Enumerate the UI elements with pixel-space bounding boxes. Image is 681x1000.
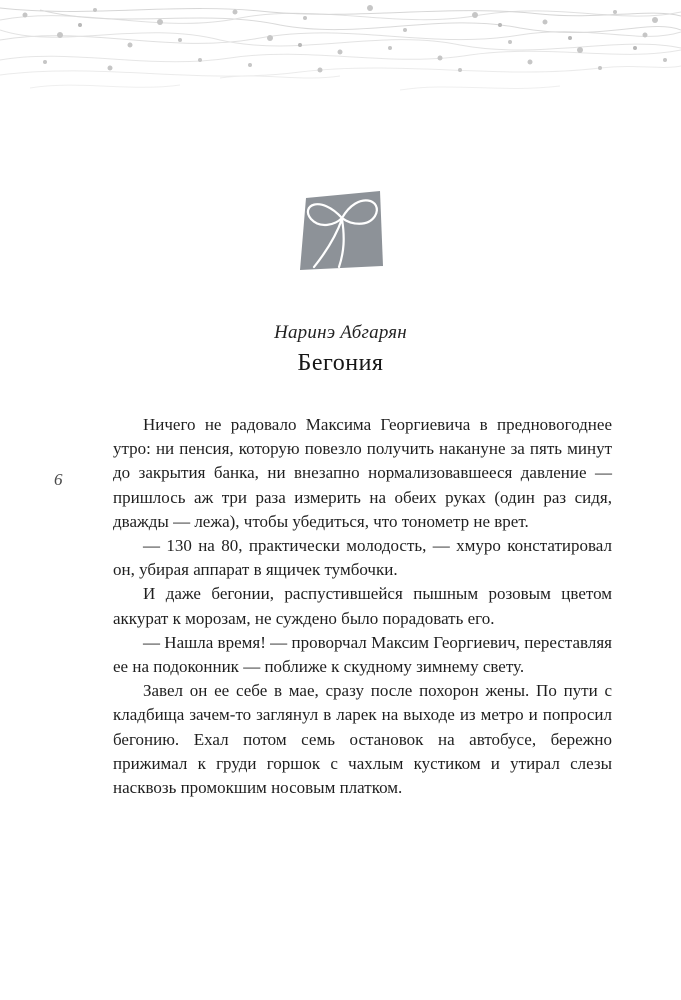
paragraph: И даже бегонии, распустившейся пышным розовым цветом аккурат к морозам, не суждено было порадовать его. (113, 584, 612, 628)
author-name: Наринэ Абгарян (274, 322, 407, 343)
page-number: 6 (54, 470, 63, 489)
paragraph: Ничего не радовало Максима Георгиевича в предновогоднее утро: ни пенсия, которую повезло получить накануне за пять минут до закрытия банка, ни внезапно нормализовавшееся давление — пришлось аж три раза измерить на обеих руках (один раз сидя, дважды — лежа), чтобы убедиться, что тонометр не врет. (113, 415, 612, 531)
story-text (113, 413, 612, 800)
gift-icon (290, 178, 392, 276)
gift-emblem-container (0, 178, 681, 276)
paragraph: — 130 на 80, практически молодость, — хмуро констатировал он, убирая аппарат в ящичек тумбочки. (113, 536, 612, 580)
story-title: Бегония (297, 350, 384, 376)
festive-scribble-decoration (0, 0, 681, 95)
paragraph: — Нашла время! — проворчал Максим Георгиевич, переставляя ее на подоконник — поближе к скудному зимнему свету. (113, 632, 612, 677)
paragraph: Завел он ее себе в мае, сразу после похорон жены. По пути с кладбища зачем-то заглянул в ларек на выходе из метро и попросил бегонию. Ехал потом семь остановок на автобусе, бережно прижимал к груди горшок с чахлым кустиком и утирал слезы насквозь промокшим носовым платком. (113, 681, 612, 798)
